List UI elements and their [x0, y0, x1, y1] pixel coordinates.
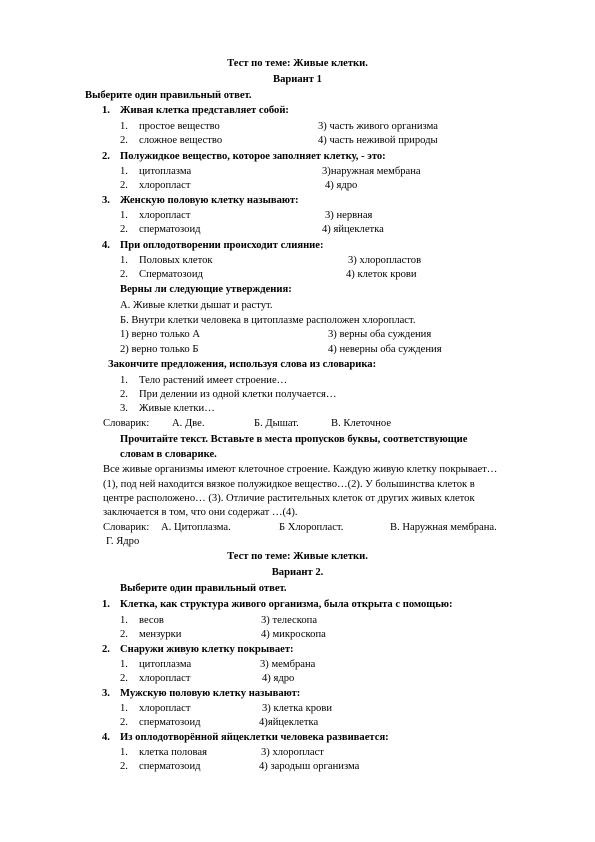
v1-q1-number: 1.: [102, 105, 110, 116]
v2-q2-a4: 4) ядро: [262, 673, 295, 684]
v1-q7-paragraph-line-4: заключается в том, что они содержат …(4).: [103, 507, 298, 518]
v1-q5-option-2: 2) верно только Б: [120, 344, 199, 355]
v2-q3-number: 3.: [102, 688, 110, 699]
v2-q4-number: 4.: [102, 732, 110, 743]
v2-q2-number: 2.: [102, 644, 110, 655]
v1-q6-dictionary-word-b: Б. Дышат.: [254, 418, 299, 429]
v1-q4-text: При оплодотворении происходит слияние:: [120, 240, 324, 251]
v1-q7-dictionary-word-b: Б Хлоропласт.: [279, 522, 344, 533]
v1-q5-option-4: 4) неверны оба суждения: [328, 344, 442, 355]
v1-q7-title-line-2: словам в словарике.: [120, 449, 217, 460]
v2-q4-a1-number: 1.: [120, 747, 128, 758]
v2-q3-a4: 4)яйцеклетка: [259, 717, 319, 728]
v2-q1-a2: мензурки: [139, 629, 182, 640]
v1-q2-a3: 3)наружная мембрана: [322, 166, 421, 177]
v1-variant: Вариант 1: [273, 74, 322, 85]
v1-q6-item-1: Тело растений имеет строение…: [139, 375, 288, 386]
v2-q3-a3: 3) клетка крови: [262, 703, 332, 714]
v1-q7-paragraph-line-1: Все живые организмы имеют клеточное строение. Каждую живую клетку покрывает…: [103, 464, 498, 475]
v1-q5-option-1: 1) верно только А: [120, 329, 200, 340]
v1-q1-a2: сложное вещество: [139, 135, 223, 146]
v2-q1-text: Клетка, как структура живого организма, была открыта с помощью:: [120, 599, 453, 610]
v2-q3-text: Мужскую половую клетку называют:: [120, 688, 301, 699]
v1-q1-a1-number: 1.: [120, 121, 128, 132]
v1-q4-a2: Сперматозоид: [139, 269, 203, 280]
v1-title: Тест по теме: Живые клетки.: [227, 58, 368, 69]
v1-q4-a4: 4) клеток крови: [346, 269, 417, 280]
v1-q3-a2-number: 2.: [120, 224, 128, 235]
v1-q6-dictionary-word-c: В. Клеточное: [331, 418, 392, 429]
v1-q5-option-3: 3) верны оба суждения: [328, 329, 432, 340]
v1-q6-item-1-number: 1.: [120, 375, 128, 386]
v1-q6-dictionary-label: Словарик:: [103, 418, 150, 429]
v1-q1-a3: 3) часть живого организма: [318, 121, 438, 132]
v1-q7-dictionary-word-d: Г. Ядро: [106, 536, 140, 547]
v2-q2-a2: хлоропласт: [139, 673, 191, 684]
v1-q2-number: 2.: [102, 151, 110, 162]
v1-q7-dictionary-label: Словарик:: [103, 522, 150, 533]
v2-q1-a2-number: 2.: [120, 629, 128, 640]
v1-q5-text: Верны ли следующие утверждения:: [120, 284, 292, 295]
v1-q2-a1-number: 1.: [120, 166, 128, 177]
v1-q5-statement-b: Б. Внутри клетки человека в цитоплазме расположен хлоропласт.: [120, 315, 416, 326]
v2-q4-a1: клетка половая: [139, 747, 207, 758]
v2-q2-a1-number: 1.: [120, 659, 128, 670]
v1-q7-dictionary-word-c: В. Наружная мембрана.: [390, 522, 497, 533]
v1-q2-a2: хлоропласт: [139, 180, 191, 191]
v1-q6-dictionary-word-a: А. Две.: [172, 418, 205, 429]
v1-q3-number: 3.: [102, 195, 110, 206]
v1-q3-a2: сперматозоид: [139, 224, 201, 235]
v1-q6-item-2: При делении из одной клетки получается…: [139, 389, 337, 400]
v1-q7-dictionary-word-a: А. Цитоплазма.: [161, 522, 231, 533]
v1-q4-a2-number: 2.: [120, 269, 128, 280]
v1-q2-a2-number: 2.: [120, 180, 128, 191]
v1-q6-text: Закончите предложения, используя слова из словарика:: [108, 359, 377, 370]
v1-q3-a1: хлоропласт: [139, 210, 191, 221]
v2-instruction: Выберите один правильный ответ.: [120, 583, 287, 594]
v1-q6-item-2-number: 2.: [120, 389, 128, 400]
v2-q1-number: 1.: [102, 599, 110, 610]
v2-q1-a1: весов: [139, 615, 164, 626]
v2-q4-a2-number: 2.: [120, 761, 128, 772]
v2-q4-a2: сперматозоид: [139, 761, 201, 772]
v2-q3-a2-number: 2.: [120, 717, 128, 728]
v2-variant: Вариант 2.: [271, 567, 324, 578]
v1-q3-a4: 4) яйцеклетка: [322, 224, 384, 235]
v1-q3-a1-number: 1.: [120, 210, 128, 221]
v1-q1-text: Живая клетка представляет собой:: [120, 105, 289, 116]
v1-q1-a4: 4) часть неживой природы: [318, 135, 438, 146]
v2-q3-a1: хлоропласт: [139, 703, 191, 714]
v1-instruction: Выберите один правильный ответ.: [85, 90, 252, 101]
v1-q3-text: Женскую половую клетку называют:: [120, 195, 299, 206]
v1-q4-a3: 3) хлоропластов: [348, 255, 422, 266]
v1-q4-a1: Половых клеток: [139, 255, 213, 266]
v2-q4-text: Из оплодотворённой яйцеклетки человека развивается:: [120, 732, 389, 743]
v1-q5-statement-a: А. Живые клетки дышат и растут.: [120, 300, 273, 311]
v2-q1-a3: 3) телескопа: [261, 615, 318, 626]
v2-q1-a1-number: 1.: [120, 615, 128, 626]
v2-q2-a1: цитоплазма: [139, 659, 192, 670]
v1-q4-a1-number: 1.: [120, 255, 128, 266]
v1-q6-item-3: Живые клетки…: [139, 403, 215, 414]
v1-q1-a2-number: 2.: [120, 135, 128, 146]
v1-q2-a1: цитоплазма: [139, 166, 192, 177]
v1-q2-a4: 4) ядро: [325, 180, 358, 191]
v1-q1-a1: простое вещество: [139, 121, 220, 132]
v1-q4-number: 4.: [102, 240, 110, 251]
v2-title: Тест по теме: Живые клетки.: [227, 551, 368, 562]
v1-q7-paragraph-line-2: (1), под ней находится вязкое полужидкое вещество…(2). У большинства клеток в: [103, 479, 475, 490]
v2-q4-a4: 4) зародыш организма: [259, 761, 360, 772]
v1-q3-a3: 3) нервная: [325, 210, 373, 221]
v2-q2-text: Снаружи живую клетку покрывает:: [120, 644, 294, 655]
v1-q7-title-line-1: Прочитайте текст. Вставьте в места пропусков буквы, соответствующие: [120, 434, 468, 445]
v2-q3-a1-number: 1.: [120, 703, 128, 714]
v2-q2-a3: 3) мембрана: [260, 659, 316, 670]
v1-q7-paragraph-line-3: центре расположено… (3). Отличие растительных клеток от других живых клеток: [103, 493, 475, 504]
v2-q4-a3: 3) хлоропласт: [261, 747, 324, 758]
v2-q1-a4: 4) микроскопа: [261, 629, 326, 640]
v1-q6-item-3-number: 3.: [120, 403, 128, 414]
v2-q2-a2-number: 2.: [120, 673, 128, 684]
v1-q2-text: Полужидкое вещество, которое заполняет клетку, - это:: [120, 151, 386, 162]
v2-q3-a2: сперматозоид: [139, 717, 201, 728]
